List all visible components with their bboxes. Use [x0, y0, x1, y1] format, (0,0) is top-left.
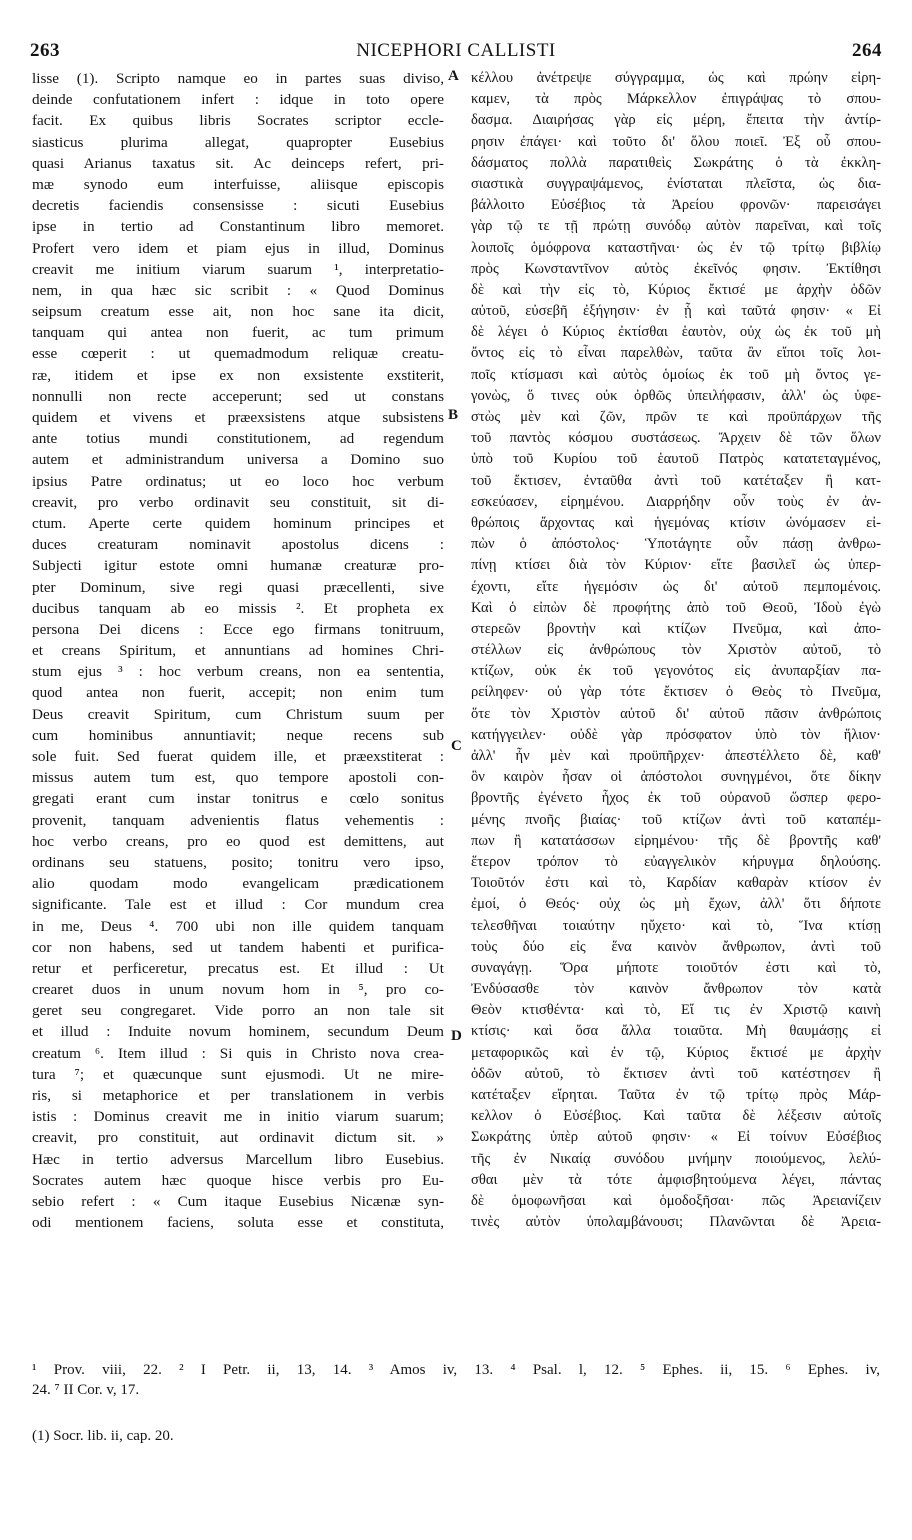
latin-text-line: crearet duos in unum novum hom in ⁵, pro co-	[32, 981, 444, 999]
editor-note: (1) Socr. lib. ii, cap. 20.	[32, 1428, 174, 1444]
greek-text-line: στερεῶν βροντὴν καὶ κτίζων Πνεῦμα, καὶ ἀπο-	[471, 620, 881, 637]
greek-column	[471, 68, 881, 1233]
latin-text-line: hoc verbo creans, pro eo quod est demittens, aut	[32, 832, 444, 850]
latin-text-line: quasi Arianus taxatus sit. Ac deinceps refert, pri-	[32, 154, 444, 172]
greek-text-line: ὄντος εἰς τὸ εἶναι παρελθὼν, ταῦτα ἂν εἴποι τοῖς λοι-	[471, 345, 881, 362]
footnote-line: ¹ Prov. viii, 22. ² I Petr. ii, 13, 14. ³ Amos iv, 13. ⁴ Psal. l, 12. ⁵ Ephes. ii, 15. ⁶ Ephes. iv,	[32, 1362, 880, 1378]
greek-text-line: ὅτε τὸν Χριστὸν αὐτοῦ δι' αὐτοῦ πᾶσιν ἀνθρώποις	[471, 705, 881, 722]
greek-text-line: Θεὸν κτισθέντα· καὶ τὸ, Εἴ τις ἐν Χριστῷ καινὴ	[471, 1002, 881, 1019]
page-number-left: 263	[30, 40, 60, 61]
latin-text-line: ducibus tanquam ab eo missis ². Et propheta ex	[32, 599, 444, 617]
latin-text-line: Hæc in tertio adversus Marcellum libro Eusebius.	[32, 1150, 444, 1168]
latin-text-line: cum hominibus annuntiavit; neque recens sub	[32, 726, 444, 744]
latin-text-line: ipse in tertio ad Constantinum libro memoret.	[32, 218, 444, 236]
greek-text-line: πων ἢ κατατάσσων εἰρημένου· τῆς δὲ βροντῆς καθ'	[471, 832, 881, 849]
greek-text-line: ὑπὸ τοῦ Κυρίου τοῦ ἑαυτοῦ Πατρὸς κατατεταγμένος,	[471, 451, 881, 468]
section-marker-c: C	[451, 738, 462, 754]
greek-text-line: κτίσις· καὶ ὅσα ἄλλα τοιαῦτα. Μὴ θαυμάσῃς εἰ	[471, 1023, 881, 1040]
latin-text-line: quidem et vivens et præexsistens atque subsistens	[32, 409, 444, 426]
latin-text-line: provenit, tanquam advenientis flatus vehementis :	[32, 811, 444, 829]
greek-text-line: βροντῆς ἐγένετο ἦχος ἐκ τοῦ οὐρανοῦ ὥσπερ φερο-	[471, 790, 881, 807]
greek-text-line: γονὼς, ὅ τινες οὐκ ὀρθῶς ὑπειλήφασιν, ἀλλ' ὡς ὑφε-	[471, 387, 881, 404]
greek-text-line: Σωκράτης ὑπὲρ αὐτοῦ φησιν· « Εἰ τοίνυν Εὐσέβιος	[471, 1129, 881, 1146]
latin-text-line: siasticus plurima allegat, quapropter Eusebius	[32, 133, 444, 151]
latin-column	[32, 68, 444, 1233]
greek-text-line: ἕτερον τρόπον τὸ εὐαγγελικὸν κήρυγμα δηλούσης.	[471, 853, 881, 870]
latin-text-line: in me, Deus ⁴. 700 ubi non ille quidem tanquam	[32, 917, 444, 935]
latin-text-line: quod antea non fuerit, accepit; non enim tum	[32, 684, 444, 702]
greek-text-line: πίνῃ κτίσει διὰ τὸν Κύριον· εἴτε βασιλεῖ ὡς ὑπερ-	[471, 557, 881, 574]
latin-text-line: stum ejus ³ : hoc verbum creans, non ea sententia,	[32, 663, 444, 681]
section-marker-b: B	[448, 407, 459, 423]
greek-text-line: καμεν, τὰ πρὸς Μάρκελλον ἐπιγράψας τὸ σπου-	[471, 91, 881, 108]
greek-text-line: συναγάγῃ. Ὅρα μήποτε τοιοῦτόν ἐστι καὶ τὸ,	[471, 959, 881, 976]
greek-text-line: τοὺς δύο εἰς ἕνα καινὸν ἄνθρωπον, ἀντὶ τοῦ	[471, 938, 881, 955]
latin-text-line: Socrates autem hæc quoque hisce verbis pro Eu-	[32, 1171, 444, 1189]
latin-text-line: tura ⁷; et quæcunque sunt ejusmodi. Ut ne mire-	[32, 1065, 444, 1083]
latin-text-line: lisse (1). Scripto namque eo in partes suas diviso,	[32, 70, 444, 87]
greek-text-line: θρώποις ἄρχοντας καὶ ἡγεμόνας κτίσιν ὠνόμασεν εἰ-	[471, 514, 881, 531]
greek-text-line: κέλλου ἀνέτρεψε σύγγραμμα, ὡς καὶ πρώην εἰρη-	[471, 70, 881, 86]
footnotes	[32, 1360, 880, 1400]
greek-text-line: δὲ καὶ τὴν εἰς τὸ, Κύριος ἔκτισέ με ἀρχὴν ὁδῶν	[471, 281, 881, 298]
latin-text-line: et illud : Induite novum hominem, secundum Deum	[32, 1023, 444, 1041]
greek-text-line: ρησιν ἐπάγει· καὶ τοῦτο δι' ὅλου ποιεῖ. Ἐξ οὗ σπου-	[471, 133, 881, 150]
page-number-right: 264	[852, 40, 882, 61]
latin-text-line: sole fuit. Sed fuerat quidem ille, et præexstiterat :	[32, 748, 444, 765]
greek-text-line: κατήγγειλεν· οὐδὲ γὰρ πρόσφατον ὑπὸ τὸν ἥλιον·	[471, 726, 881, 743]
latin-text-line: ræ, itidem et ipse ex non exsistente exstiterit,	[32, 366, 444, 384]
latin-text-line: Profert vero idem et piam ejus in illud, Dominus	[32, 239, 444, 257]
latin-text-line: esse cœperit : ut quemadmodum reliquæ creatu-	[32, 345, 444, 363]
section-marker-d: D	[451, 1028, 462, 1044]
latin-text-line: ordinans seu statuens, posito; tonitru vero ipso,	[32, 853, 444, 871]
greek-text-line: δασμα. Διαιρήσας γὰρ εἰς μέρη, ἔπειτα τὴν ἀντίρ-	[471, 112, 881, 129]
latin-text-line: pter Dominum, sive regi quasi præcellenti, sive	[32, 578, 444, 596]
latin-text-line: et creans Spiritum, et annuntians ad homines Chri-	[32, 642, 444, 660]
greek-text-line: στὼς μὲν καὶ ζῶν, πρῶν τε καὶ προϋπάρχων τῆς	[471, 409, 881, 425]
latin-text-line: tanquam qui antea non fuerit, ac tum primum	[32, 324, 444, 342]
section-marker-a: A	[448, 68, 459, 84]
latin-text-line: ctum. Aperte certe quidem hominum principes et	[32, 514, 444, 532]
latin-text-line: creavit, pro constituit, aut ordinavit dictum sit. »	[32, 1129, 444, 1147]
latin-text-line: autem et administrandum universa a Domino suo	[32, 451, 444, 469]
greek-text-line: μένης πνοῆς βιαίας· τοῦ κτίζων ἀντὶ τοῦ καταπέμ-	[471, 811, 881, 828]
latin-text-line: Subjecti igitur estote omni humanæ creaturæ pro-	[32, 557, 444, 575]
greek-text-line: ρείληφεν· οὐ γὰρ τότε ἔκτισεν ὁ Θεὸς τὸ Πνεῦμα,	[471, 684, 881, 701]
greek-text-line: τοῦ παντὸς κόσμου συστάσεως. Ἄρχειν δὲ τῶν ὅλων	[471, 430, 881, 447]
greek-text-line: δὲ ὁμοφωνῆσαι καὶ ὁμοδοξῆσαι· πῶς Ἀρειανίζειν	[471, 1192, 881, 1209]
greek-text-line: Ἐνδύσασθε τὸν καινὸν ἄνθρωπον τὸν κατὰ	[471, 981, 881, 998]
greek-text-line: ἀλλ' ἦν μὲν καὶ προϋπῆρχεν· ἀπεστέλλετο δὲ, καθ'	[471, 748, 881, 764]
greek-text-line: λοιποῖς ὁμόφρονα καταστῆναι· ὡς ἐν τῷ τρίτῳ βιβλίῳ	[471, 239, 881, 256]
greek-text-line: τοῦ ἔκτισεν, ἐνταῦθα ἀντὶ τοῦ κατέταξεν ἢ κατ-	[471, 472, 881, 489]
latin-text-line: gregati erant cum instar tonitrus e cœlo sonitus	[32, 790, 444, 808]
latin-text-line: creatum ⁶. Item illud : Si quis in Christo nova crea-	[32, 1044, 444, 1062]
latin-text-line: creavit me initium viarum suarum ¹, interpretatio-	[32, 260, 444, 278]
latin-text-line: duces creaturam nominavit apostolus dicens :	[32, 536, 444, 554]
greek-text-line: Τοιοῦτόν ἐστι καὶ τὸ, Καρδίαν καθαρὰν κτίσον ἐν	[471, 875, 881, 892]
greek-text-line: τῆς ἐν Νικαίᾳ συνόδου μνήμην ποιούμενος, λελύ-	[471, 1150, 881, 1167]
greek-text-line: κτίζων, οὐκ ἐκ τοῦ γεγονότος εἰς ἀνυπαρξίαν πα-	[471, 663, 881, 680]
greek-text-line: δὲ λέγει ὁ Κύριος ἐκτίσθαι ἑαυτὸν, οὐχ ὡς ἐκ τοῦ μὴ	[471, 324, 881, 341]
latin-text-line: ris, si metaphorice et per translationem in verbis	[32, 1087, 444, 1104]
greek-text-line: έχοντι, εἴτε ἡγεμόσιν ὡς δι' αὐτοῦ πεμπομένοις.	[471, 578, 881, 595]
greek-text-line: βάλλοιτο Εὐσέβιος τὰ Ἀρείου φρονῶν· παρεισάγει	[471, 197, 881, 214]
latin-text-line: odi mentionem faciens, soluta esse et constituta,	[32, 1214, 444, 1232]
greek-text-line: ἐμοί, ὁ Θεός· οὐχ ὡς μὴ ἔχων, ἀλλ' ὅτι δήποτε	[471, 896, 881, 913]
latin-text-line: creavit, pro verbo ordinavit seu constituit, sit di-	[32, 493, 444, 511]
greek-text-line: ὁδῶν αὐτοῦ, τὸ ἔκτισεν ἀντὶ τοῦ κατέστησεν ἢ	[471, 1065, 881, 1082]
greek-text-line: στέλλων εἰς ἀνθρώπους τὸν Χριστὸν αὐτοῦ, τὸ	[471, 642, 881, 659]
greek-text-line: σιαστικὰ συγγραψάμενος, ἐνίσταται πλεῖστα, ὡς δια-	[471, 175, 881, 192]
latin-text-line: alio quodam modo evangelicam prædicationem	[32, 875, 444, 893]
footnote-line: 24. ⁷ II Cor. v, 17.	[32, 1382, 140, 1398]
greek-text-line: ποῖς κτίσμασι καὶ αὐτὸς ὁμοίως ἐκ τοῦ μὴ ὄντος γε-	[471, 366, 881, 383]
greek-text-line: πὼν ὁ ἀπόστολος· Ὑποτάγητε οὖν πάσῃ ἀνθρω-	[471, 536, 881, 553]
greek-text-line: τινὲς αὐτὸν ὑπολαμβάνουσι; Πλανῶνται δὲ Ἀρεια-	[471, 1214, 881, 1231]
greek-text-line: σθαι μὲν τὰ τότε ἀμφισβητούμενα λέγει, πάντας	[471, 1171, 881, 1188]
greek-text-line: πρὸς Κωνσταντῖνον αὐτὸς ἐκεῖνός φησιν. Ἐκτίθησι	[471, 260, 881, 277]
latin-text-line: istis : Dominus creavit me in initio viarum suarum;	[32, 1108, 444, 1126]
greek-text-line: μεταφορικῶς καὶ ἐν τῷ, Κύριος ἔκτισέ με ἀρχὴν	[471, 1044, 881, 1061]
latin-text-line: sebio refert : « Cum itaque Eusebius Nicænæ syn-	[32, 1192, 444, 1210]
greek-text-line: κατέταξεν εἴρηται. Ταῦτα ἐν τῷ τρίτῳ πρὸς Μάρ-	[471, 1087, 881, 1103]
latin-text-line: persona Dei dicens : Ecce ego firmans tonitruum,	[32, 620, 444, 638]
page-header	[30, 40, 882, 64]
greek-text-line: τελεσθῆναι τοιαύτην ηὔχετο· καὶ τὸ, Ἵνα κτίσῃ	[471, 917, 881, 934]
latin-text-line: nem, in qua hæc sic scribit : « Quod Dominus	[32, 281, 444, 299]
latin-text-line: geret seu congregaret. Vide porro an non tale sit	[32, 1002, 444, 1020]
latin-text-line: Deus creavit Spiritum, cum Christum suum per	[32, 705, 444, 723]
greek-text-line: αὐτοῦ, εὐσεβῆ ἐξήγησιν· ἐν ᾗ καὶ ταῦτά φησιν· « Εἰ	[471, 303, 881, 320]
latin-text-line: facit. Ex quibus libris Socrates scriptor eccle-	[32, 112, 444, 130]
latin-text-line: seipsum creatum esse ait, non hoc sane ita dicit,	[32, 303, 444, 321]
greek-text-line: κελλον ὁ Εὐσέβιος. Καὶ ταῦτα δὲ λέξεσιν αὐτοῖς	[471, 1108, 881, 1125]
greek-text-line: ὃν καιρὸν ἦσαν οἱ ἀπόστολοι συνηγμένοι, ὅτε δίκην	[471, 769, 881, 786]
latin-text-line: deinde confutationem infert : idque in toto opere	[32, 91, 444, 109]
latin-text-line: decretis faciendis consensisse : sicuti Eusebius	[32, 197, 444, 215]
latin-text-line: mæ synodo eum interfuisse, aliisque episcopis	[32, 175, 444, 193]
latin-text-line: retur et perficeretur, precatus est. Et illud : Ut	[32, 959, 444, 977]
greek-text-line: δάσματος πολλὰ παρατιθεὶς Σωκράτης ὁ τὰ ἐκκλη-	[471, 154, 881, 171]
latin-text-line: cor non habens, sed ut tandem habenti et purifica-	[32, 938, 444, 956]
latin-text-line: significante. Tale est et illud : Cor mundum crea	[32, 896, 444, 914]
latin-text-line: nonnulli non recte acceperunt; sed ut constans	[32, 387, 444, 405]
greek-text-line: γὰρ τῷ τε τῇ πρώτῃ συνόδῳ αὐτὸν παρεῖναι, καὶ τοῖς	[471, 218, 881, 235]
running-title: NICEPHORI CALLISTI	[356, 40, 556, 61]
latin-text-line: ipsius Patre ordinatus; ut eo loco hoc verbum	[32, 472, 444, 490]
latin-text-line: ante totius mundi constitutionem, ad regendum	[32, 430, 444, 448]
greek-text-line: εσκεύασεν, εἰρημένου. Διαρρήδην οὖν τοὺς ἐν ἀν-	[471, 493, 881, 510]
greek-text-line: Καὶ ὁ εἰπὼν δὲ προφήτης ἀπὸ τοῦ Θεοῦ, Ἰδοὺ ἐγὼ	[471, 599, 881, 616]
latin-text-line: missus autem tum est, quo tempore apostoli con-	[32, 769, 444, 787]
